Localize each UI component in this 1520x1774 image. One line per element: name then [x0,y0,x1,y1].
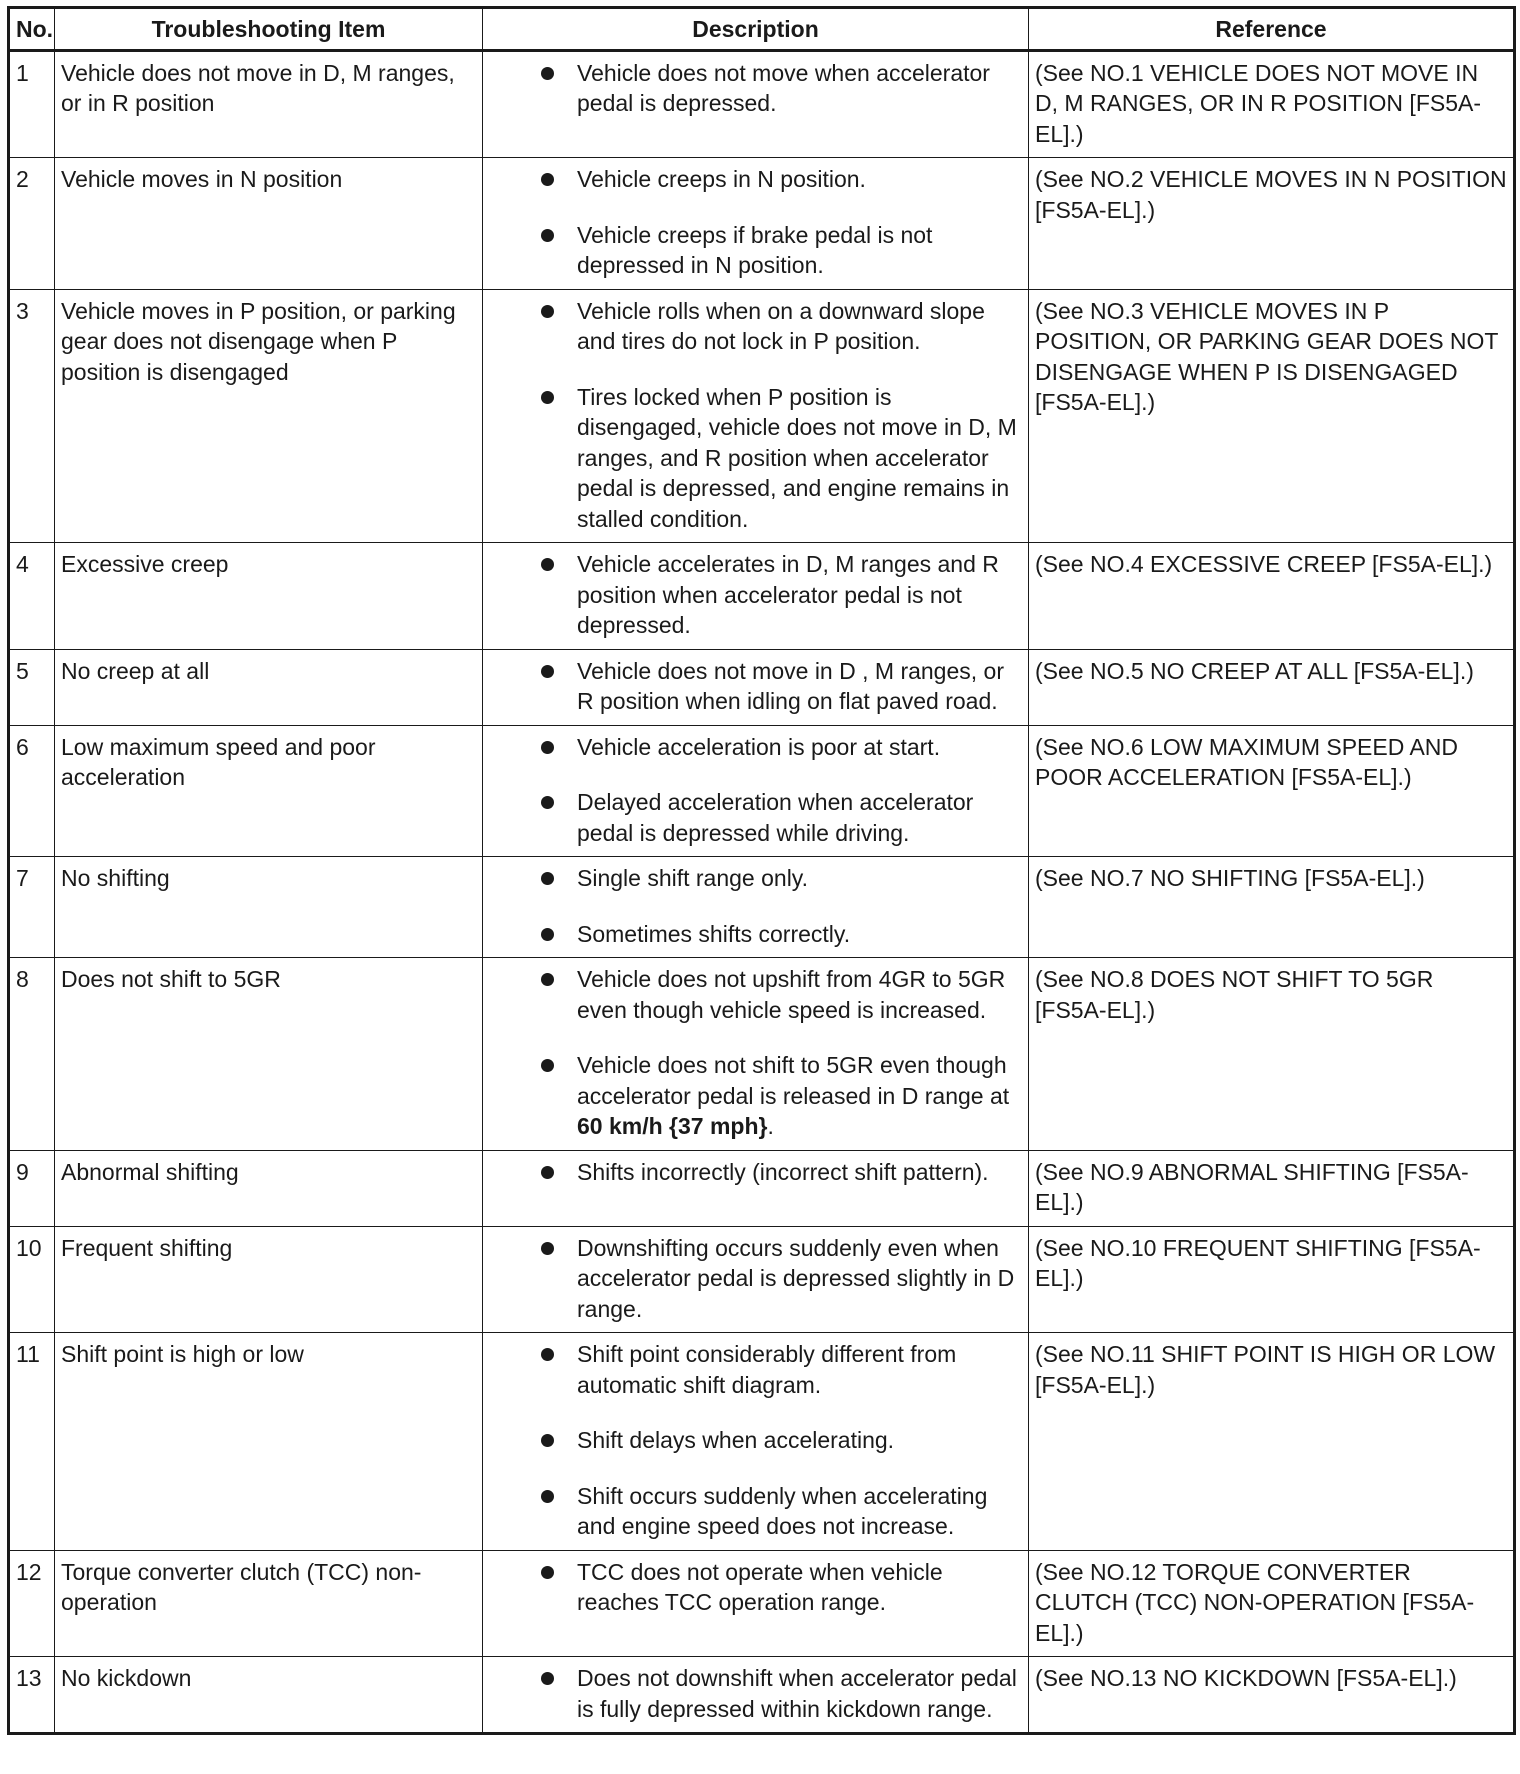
row-number: 5 [9,649,55,725]
troubleshooting-item: Vehicle does not move in D, M ranges, or in R position [55,50,483,158]
description-list [489,549,1022,641]
description-emphasis: 60 km/h {37 mph} [577,1113,768,1139]
description-item [489,1050,1022,1142]
description-text: Shift point considerably different from automatic shift diagram. [577,1341,957,1398]
table-row [9,1226,1515,1333]
description-item [489,787,1022,848]
description-text: Vehicle does not upshift from 4GR to 5GR even though vehicle speed is increased. [577,966,1006,1023]
table-row [9,725,1515,857]
table-row [9,158,1515,290]
description-text: Downshifting occurs suddenly even when accelerator pedal is depressed slightly in D range. [577,1234,1015,1322]
bullet-icon [541,305,554,318]
description-item [489,58,1022,119]
reference: (See NO.8 DOES NOT SHIFT TO 5GR [FS5A-EL].) [1029,958,1515,1151]
description-text: Shift occurs suddenly when accelerating and engine speed does not increase. [577,1482,988,1539]
table-row [9,1150,1515,1226]
description-list [489,656,1022,717]
bullet-icon [541,741,554,754]
description-item [489,1557,1022,1618]
bullet-icon [541,173,554,186]
troubleshooting-item: No shifting [55,857,483,958]
description-text: TCC does not operate when vehicle reaches TCC operation range. [577,1558,943,1615]
reference: (See NO.1 VEHICLE DOES NOT MOVE IN D, M RANGES, OR IN R POSITION [FS5A-EL].) [1029,50,1515,158]
troubleshooting-item: Frequent shifting [55,1226,483,1333]
bullet-icon [541,1566,554,1579]
description-cell [483,543,1029,650]
reference: (See NO.13 NO KICKDOWN [FS5A-EL].) [1029,1657,1515,1734]
reference: (See NO.10 FREQUENT SHIFTING [FS5A-EL].) [1029,1226,1515,1333]
troubleshooting-item: Torque converter clutch (TCC) non-operation [55,1550,483,1657]
description-cell [483,857,1029,958]
description-cell [483,1333,1029,1551]
description-item [489,1425,1022,1456]
description-cell [483,50,1029,158]
description-list [489,296,1022,535]
description-list [489,1233,1022,1325]
description-text: Vehicle acceleration is poor at start. [577,733,941,760]
bullet-icon [541,928,554,941]
table-row [9,958,1515,1151]
reference: (See NO.7 NO SHIFTING [FS5A-EL].) [1029,857,1515,958]
bullet-icon [541,229,554,242]
table-row [9,857,1515,958]
description-text: Vehicle creeps in N position. [577,166,866,192]
description-list [489,1339,1022,1542]
description-item [489,164,1022,195]
reference: (See NO.2 VEHICLE MOVES IN N POSITION [FS5A-EL].) [1029,158,1515,290]
bullet-icon [541,1059,554,1072]
description-text: Vehicle does not move in D , M ranges, or R position when idling on flat paved road. [577,657,1004,714]
bullet-icon [541,665,554,678]
description-cell [483,1550,1029,1657]
troubleshooting-item: Does not shift to 5GR [55,958,483,1151]
description-list [489,964,1022,1142]
description-item [489,1157,1022,1188]
description-text: Does not downshift when accelerator pedal is fully depressed within kickdown range. [577,1665,1017,1722]
description-text: Delayed acceleration when accelerator pedal is depressed while driving. [577,789,974,846]
description-cell [483,289,1029,543]
table-row [9,1657,1515,1734]
description-text: Vehicle does not shift to 5GR even though accelerator pedal is released in D range at [577,1052,1010,1109]
description-cell [483,725,1029,857]
troubleshooting-item: Vehicle moves in N position [55,158,483,290]
header-troubleshooting-item: Troubleshooting Item [55,8,483,51]
row-number: 11 [9,1333,55,1551]
row-number: 2 [9,158,55,290]
description-list [489,1157,1022,1188]
bullet-icon [541,1672,554,1685]
row-number: 1 [9,50,55,158]
description-item [489,1481,1022,1542]
description-item [489,964,1022,1025]
description-item [489,1663,1022,1724]
description-cell [483,958,1029,1151]
description-text: Vehicle rolls when on a downward slope and tires do not lock in P position. [577,297,985,354]
table-row [9,289,1515,543]
troubleshooting-item: Abnormal shifting [55,1150,483,1226]
reference: (See NO.4 EXCESSIVE CREEP [FS5A-EL].) [1029,543,1515,650]
description-cell [483,158,1029,290]
description-list [489,863,1022,949]
table-row [9,1333,1515,1551]
table-row [9,649,1515,725]
bullet-icon [541,391,554,404]
reference: (See NO.6 LOW MAXIMUM SPEED AND POOR ACCELERATION [FS5A-EL].) [1029,725,1515,857]
row-number: 12 [9,1550,55,1657]
troubleshooting-item: No creep at all [55,649,483,725]
troubleshooting-item: Shift point is high or low [55,1333,483,1551]
description-item [489,382,1022,535]
row-number: 7 [9,857,55,958]
troubleshooting-item: No kickdown [55,1657,483,1734]
description-item [489,1233,1022,1325]
description-list [489,1663,1022,1724]
bullet-icon [541,1166,554,1179]
row-number: 6 [9,725,55,857]
description-text-end: . [767,1113,774,1139]
troubleshooting-table [7,6,1516,1735]
row-number: 3 [9,289,55,543]
description-text: Vehicle creeps if brake pedal is not depressed in N position. [577,221,933,278]
row-number: 4 [9,543,55,650]
description-item [489,732,1022,763]
table-body [9,50,1515,1734]
row-number: 8 [9,958,55,1151]
bullet-icon [541,973,554,986]
description-text: Single shift range only. [577,865,808,891]
description-list [489,732,1022,849]
header-description: Description [483,8,1029,51]
reference: (See NO.12 TORQUE CONVERTER CLUTCH (TCC) NON-OPERATION [FS5A-EL].) [1029,1550,1515,1657]
description-item [489,1339,1022,1400]
description-item [489,296,1022,357]
description-list [489,1557,1022,1618]
description-cell [483,1657,1029,1734]
description-list [489,164,1022,281]
description-text: Shifts incorrectly (incorrect shift pattern). [577,1158,989,1185]
bullet-icon [541,1434,554,1447]
troubleshooting-item: Low maximum speed and poor acceleration [55,725,483,857]
reference: (See NO.5 NO CREEP AT ALL [FS5A-EL].) [1029,649,1515,725]
row-number: 10 [9,1226,55,1333]
bullet-icon [541,1348,554,1361]
description-item [489,220,1022,281]
description-text: Sometimes shifts correctly. [577,920,851,947]
bullet-icon [541,1490,554,1503]
description-list [489,58,1022,119]
description-text: Vehicle accelerates in D, M ranges and R position when accelerator pedal is not depressed. [577,551,999,638]
reference: (See NO.3 VEHICLE MOVES IN P POSITION, OR PARKING GEAR DOES NOT DISENGAGE WHEN P IS DISENGAGED [FS5A-EL].) [1029,289,1515,543]
description-text: Shift delays when accelerating. [577,1427,895,1453]
row-number: 9 [9,1150,55,1226]
description-text: Tires locked when P position is disengaged, vehicle does not move in D, M ranges, and R position when accelerator pedal is depressed, and engine remains in stalled condition. [577,383,1017,532]
bullet-icon [541,1242,554,1255]
table-row [9,50,1515,158]
header-no: No. [9,8,55,51]
table-row [9,543,1515,650]
bullet-icon [541,796,554,809]
reference: (See NO.11 SHIFT POINT IS HIGH OR LOW [FS5A-EL].) [1029,1333,1515,1551]
bullet-icon [541,872,554,885]
header-reference: Reference [1029,8,1515,51]
description-item [489,919,1022,950]
description-item [489,549,1022,641]
row-number: 13 [9,1657,55,1734]
bullet-icon [541,558,554,571]
troubleshooting-page [7,6,1513,1735]
troubleshooting-item: Excessive creep [55,543,483,650]
troubleshooting-item: Vehicle moves in P position, or parking gear does not disengage when P position is disengaged [55,289,483,543]
bullet-icon [541,67,554,80]
description-cell [483,1150,1029,1226]
description-text: Vehicle does not move when accelerator pedal is depressed. [577,59,990,116]
description-cell [483,649,1029,725]
table-row [9,1550,1515,1657]
description-item [489,863,1022,894]
reference: (See NO.9 ABNORMAL SHIFTING [FS5A-EL].) [1029,1150,1515,1226]
description-cell [483,1226,1029,1333]
header-row [9,8,1515,51]
description-item [489,656,1022,717]
